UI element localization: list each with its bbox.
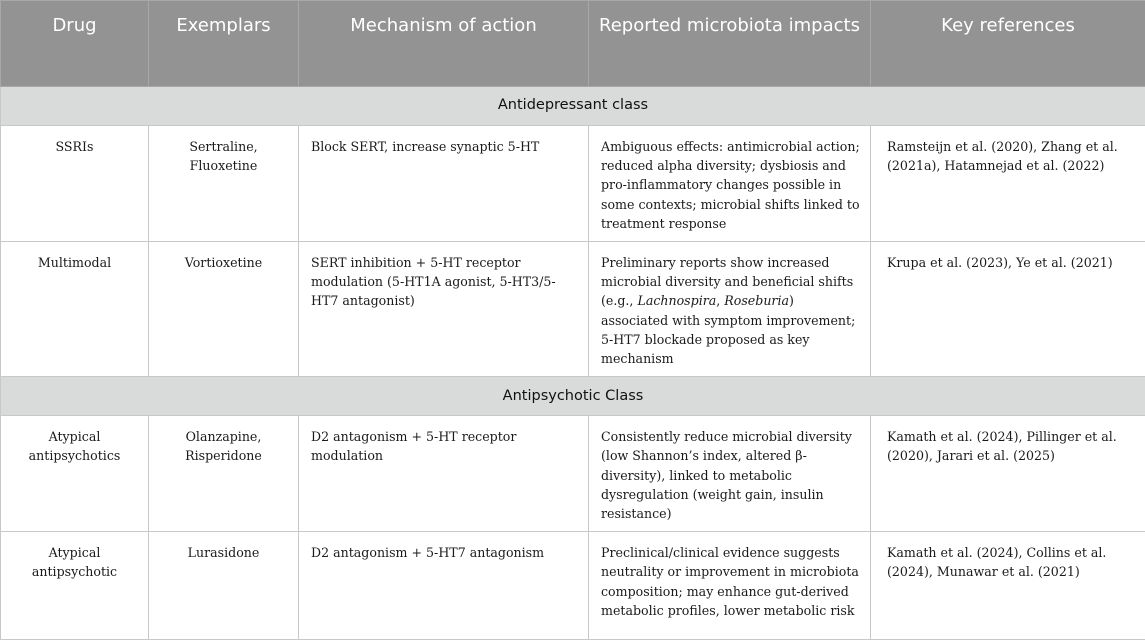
header-row bbox=[1, 1, 1145, 87]
exemplars-cell: Vortioxetine bbox=[149, 242, 299, 377]
header-drug: Drug bbox=[1, 1, 149, 87]
impacts-text: , bbox=[716, 293, 724, 308]
mechanism-cell: D2 antagonism + 5-HT7 antagonism bbox=[299, 532, 589, 640]
impacts-cell: Consistently reduce microbial diversity (low Shannon’s index, altered β-diversity), linked to metabolic dysregulation (weight gain, insulin resistance) bbox=[589, 416, 871, 532]
drug-cell: Atypical antipsychotics bbox=[1, 416, 149, 532]
references-cell: Kamath et al. (2024), Collins et al. (2024), Munawar et al. (2021) bbox=[871, 532, 1145, 640]
drug-cell: SSRIs bbox=[1, 126, 149, 242]
taxon-name: Roseburia bbox=[724, 293, 789, 308]
drug-cell: Multimodal bbox=[1, 242, 149, 377]
exemplars-cell: Sertraline, Fluoxetine bbox=[149, 126, 299, 242]
table-row bbox=[1, 242, 1145, 377]
header-impacts: Reported microbiota impacts bbox=[589, 1, 871, 87]
impacts-text: ) associated with symptom improvement; 5-HT7 blockade proposed as key mechanism bbox=[601, 293, 855, 366]
section-row bbox=[1, 377, 1145, 416]
impacts-cell: Preclinical/clinical evidence suggests neutrality or improvement in microbiota composition; may enhance gut-derived metabolic profiles, lower metabolic risk bbox=[589, 532, 871, 640]
table-row bbox=[1, 532, 1145, 640]
table-row bbox=[1, 126, 1145, 242]
impacts-cell bbox=[589, 242, 871, 377]
mechanism-cell: D2 antagonism + 5-HT receptor modulation bbox=[299, 416, 589, 532]
references-cell: Ramsteijn et al. (2020), Zhang et al. (2021a), Hatamnejad et al. (2022) bbox=[871, 126, 1145, 242]
section-antipsychotic: Antipsychotic Class bbox=[1, 377, 1145, 416]
impacts-text: Preliminary reports show increased microbial diversity and beneficial shifts (e.g., bbox=[601, 255, 853, 308]
mechanism-cell: SERT inhibition + 5-HT receptor modulation (5-HT1A agonist, 5-HT3/5-HT7 antagonist) bbox=[299, 242, 589, 377]
drug-cell: Atypical antipsychotic bbox=[1, 532, 149, 640]
mechanism-cell: Block SERT, increase synaptic 5-HT bbox=[299, 126, 589, 242]
header-mechanism: Mechanism of action bbox=[299, 1, 589, 87]
header-exemplars: Exemplars bbox=[149, 1, 299, 87]
impacts-cell: Ambiguous effects: antimicrobial action; reduced alpha diversity; dysbiosis and pro-inflammatory changes possible in some contexts; microbial shifts linked to treatment response bbox=[589, 126, 871, 242]
exemplars-cell: Lurasidone bbox=[149, 532, 299, 640]
references-cell: Kamath et al. (2024), Pillinger et al. (2020), Jarari et al. (2025) bbox=[871, 416, 1145, 532]
section-antidepressant: Antidepressant class bbox=[1, 87, 1145, 126]
section-row bbox=[1, 87, 1145, 126]
references-cell: Krupa et al. (2023), Ye et al. (2021) bbox=[871, 242, 1145, 377]
table-row bbox=[1, 416, 1145, 532]
taxon-name: Lachnospira bbox=[637, 293, 716, 308]
header-references: Key references bbox=[871, 1, 1145, 87]
exemplars-cell: Olanzapine, Risperidone bbox=[149, 416, 299, 532]
